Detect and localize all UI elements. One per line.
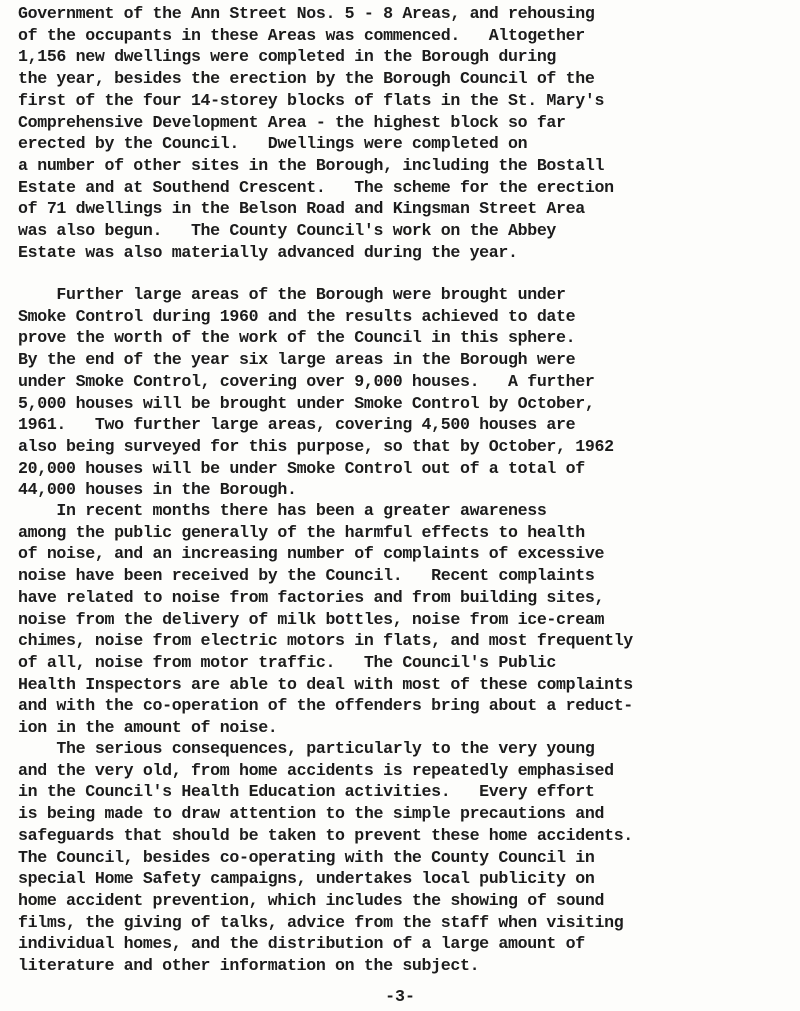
paragraph-smoke-control: Further large areas of the Borough were brought under Smoke Control during 1960 and the results achieved to date prove the worth of the work of the Council in this sphere. By the end of the year six large areas in the Borough were under Smoke Control, covering over 9,000 houses. A further 5,000 houses will be brought under Smoke Control by October, 1961. Two further large areas, covering 4,500 houses are also being surveyed for this purpose, so that by October, 1962 20,000 houses will be under Smoke Control out of a total of 44,000 houses in the Borough. <box>18 285 614 500</box>
paragraph-noise: In recent months there has been a greater awareness among the public generally of the harmful effects to health of noise, and an increasing number of complaints of excessive noise have been received by the Council. Recent complaints have related to noise from factories and from building sites, noise from the delivery of milk bottles, noise from ice-cream chimes, noise from electric motors in flats, and most frequently of all, noise from motor traffic. The Council's Public Health Inspectors are able to deal with most of these complaints and with the co-operation of the offenders bring about a reduct- ion in the amount of noise. <box>18 501 633 738</box>
paragraph-home-accidents: The serious consequences, particularly to the very young and the very old, from home accidents is repeatedly emphasised in the Council's Health Education activities. Every effort is being made to draw attention to the simple precautions and safeguards that should be taken to prevent these home accidents. The Council, besides co-operating with the County Council in special Home Safety campaigns, undertakes local publicity on home accident prevention, which includes the showing of sound films, the giving of talks, advice from the staff when visiting individual homes, and the distribution of a large amount of literature and other information on the subject. <box>18 739 633 976</box>
page-number: -3- <box>385 987 415 1006</box>
paragraph-housing: Government of the Ann Street Nos. 5 - 8 Areas, and rehousing of the occupants in these Areas was commenced. Altogether 1,156 new dwellings were completed in the Borough during the year, besides the erection by the Borough Council of the first of the four 14-storey blocks of flats in the St. Mary's Comprehensive Development Area - the highest block so far erected by the Council. Dwellings were completed on a number of other sites in the Borough, including the Bostall Estate and at Southend Crescent. The scheme for the erection of 71 dwellings in the Belson Road and Kingsman Street Area was also begun. The County Council's work on the Abbey Estate was also materially advanced during the year. <box>18 4 614 262</box>
